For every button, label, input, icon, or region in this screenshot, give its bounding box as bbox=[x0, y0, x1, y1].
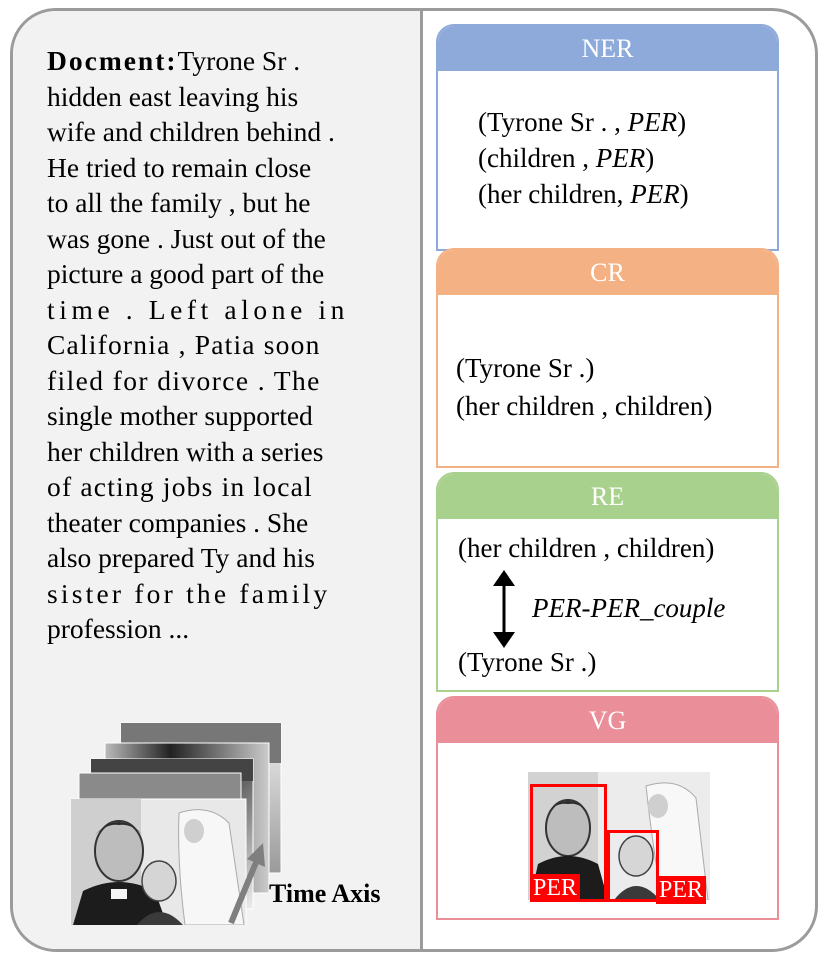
ner-tag-3: PER bbox=[630, 179, 680, 209]
ner-tag-1: PER bbox=[627, 107, 678, 137]
ner-item-2: (children , PER) bbox=[478, 143, 655, 173]
doc-line-6: was gone . Just out of the bbox=[47, 222, 326, 254]
doc-line-17: profession ... bbox=[47, 613, 190, 644]
time-axis-arrow bbox=[225, 837, 269, 927]
re-head-entity: (her children , children) bbox=[458, 533, 715, 563]
doc-line-11: single mother supported bbox=[47, 400, 313, 431]
doc-line-7: picture a good part of the bbox=[47, 258, 325, 289]
per-label-child: PER bbox=[656, 876, 706, 904]
ner-item-3: (her children, PER) bbox=[478, 179, 689, 209]
doc-line-12: her children with a series bbox=[47, 435, 324, 467]
re-tail-entity: (Tyrone Sr .) bbox=[458, 647, 597, 677]
doc-line-2: hidden east leaving his bbox=[47, 80, 299, 112]
document-label: Docment: bbox=[47, 45, 178, 76]
doc-line-8: time . Left alone in bbox=[47, 293, 349, 325]
ner-item-1: (Tyrone Sr . , PER) bbox=[478, 107, 687, 137]
time-axis-label: Time Axis bbox=[269, 879, 381, 908]
doc-line-16: sister for the family bbox=[47, 577, 331, 609]
re-title: RE bbox=[438, 474, 777, 519]
per-label-man: PER bbox=[530, 874, 580, 902]
cr-title: CR bbox=[438, 250, 777, 295]
video-frame-front bbox=[71, 799, 246, 925]
doc-line-13: of acting jobs in local bbox=[47, 471, 313, 502]
ner-title: NER bbox=[438, 26, 777, 71]
document-panel bbox=[13, 11, 420, 949]
cr-item-1: (Tyrone Sr .) bbox=[456, 353, 595, 383]
doc-line-14: theater companies . She bbox=[47, 506, 309, 538]
bidirectional-arrow-icon bbox=[490, 568, 518, 650]
doc-line-4: He tried to remain close bbox=[47, 151, 312, 183]
re-relation-label: PER-PER_couple bbox=[532, 593, 726, 623]
ner-box bbox=[436, 24, 779, 251]
panel-divider bbox=[420, 11, 423, 949]
vg-title: VG bbox=[438, 698, 777, 743]
doc-line-9: California , Patia soon bbox=[47, 329, 321, 360]
ner-tag-2: PER bbox=[595, 143, 646, 173]
doc-line-1: Docment:Tyrone Sr . bbox=[47, 45, 301, 76]
vg-box bbox=[436, 696, 779, 920]
doc-line-10: filed for divorce . The bbox=[47, 364, 321, 396]
bbox-child bbox=[607, 830, 659, 902]
document-text bbox=[47, 43, 387, 647]
cr-box bbox=[436, 248, 779, 468]
doc-line-5: to all the family , but he bbox=[47, 187, 311, 218]
cr-item-2: (her children , children) bbox=[456, 391, 713, 421]
doc-line-3: wife and children behind . bbox=[47, 116, 335, 147]
doc-line-15: also prepared Ty and his bbox=[47, 542, 315, 573]
re-box bbox=[436, 472, 779, 692]
